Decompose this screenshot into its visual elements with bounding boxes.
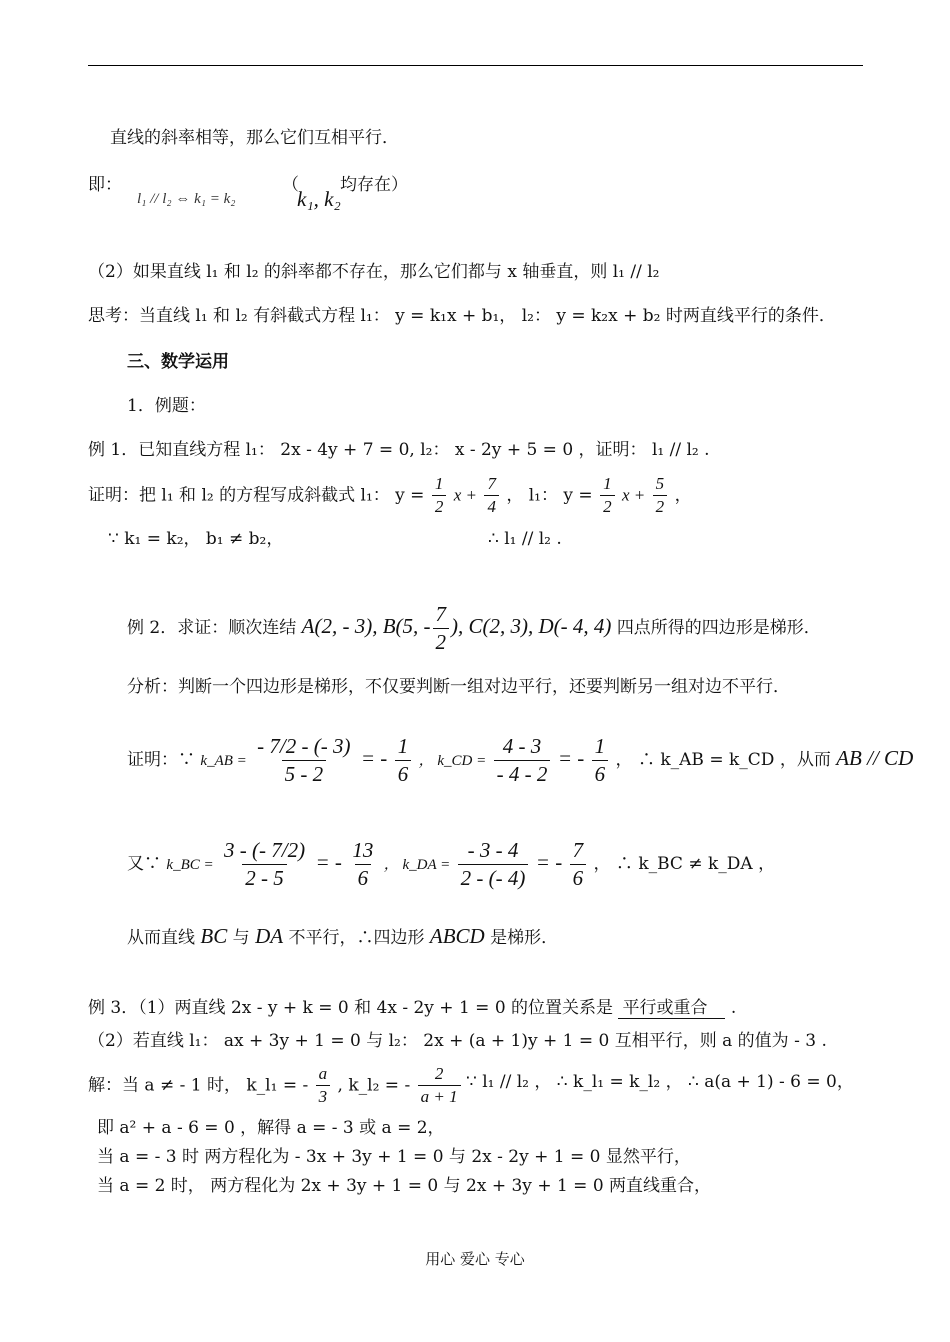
formula: k_BC = (166, 857, 214, 874)
text-fragment: ， l₁： y = (506, 485, 593, 506)
formula: DA (255, 924, 284, 948)
text-fragment: 证明：把 l₁ 和 l₂ 的方程写成斜截式 l₁： y = (88, 485, 425, 506)
text-line (88, 175, 122, 195)
fraction (592, 734, 609, 787)
page-footer: 用心 爱心 专心 (425, 1250, 525, 1268)
text-fragment: ， ∴ k_BC ≠ k_DA ， (593, 854, 776, 875)
formula: = - (535, 850, 563, 875)
numerator: 7 (487, 474, 496, 493)
numerator: a (318, 1064, 328, 1083)
numerator: 1 (397, 734, 409, 758)
analysis-line: 分析：判断一个四边形是梯形，不仅要判断一组对边平行，还要判断另一组对边不平行． (127, 677, 790, 697)
label: 即： (88, 175, 122, 195)
fraction (433, 602, 450, 655)
fraction (494, 734, 551, 787)
formula: k₁, k₂ (297, 187, 341, 211)
text-fragment: 解：当 a ≠ - 1 时， k_l₁ = - (88, 1075, 309, 1096)
proof-line (127, 924, 558, 949)
numerator: 7 (572, 838, 584, 862)
section-title: 三、数学运用 (127, 352, 229, 372)
text-fragment: 又∵ (127, 854, 161, 875)
example-line (127, 602, 821, 655)
fraction (254, 734, 353, 787)
denominator: 2 (600, 495, 615, 517)
text-fragment: x + (621, 485, 646, 505)
fraction (484, 474, 499, 518)
proof-line (88, 474, 692, 518)
proof-line: ∴ l₁ // l₂ . (488, 529, 562, 549)
formula: k_AB = (200, 753, 247, 770)
numerator: - 3 - 4 (467, 838, 519, 862)
text-fragment: 与 (232, 928, 250, 948)
fraction (316, 1064, 331, 1108)
solution-line (88, 1064, 463, 1108)
denominator: - 4 - 2 (494, 760, 551, 787)
text-fragment: 从而直线 (127, 928, 195, 948)
text-fragment: . (730, 998, 737, 1018)
text-line: （2）如果直线 l₁ 和 l₂ 的斜率都不存在，那么它们都与 x 轴垂直，则 l₁ // l₂ (88, 262, 660, 282)
answer-blank: 平行或重合 (618, 998, 725, 1019)
numerator: 7 (435, 602, 447, 626)
numerator: 1 (603, 474, 612, 493)
denominator: a + 1 (418, 1085, 461, 1107)
formula: AB // CD (836, 746, 914, 771)
example-line: （2）若直线 l₁： ax + 3y + 1 = 0 与 l₂： 2x + (a + 1)y + 1 = 0 互相平行，则 a 的值为 - 3 . (88, 1031, 827, 1051)
denominator: 4 (484, 495, 499, 517)
fraction (600, 474, 615, 518)
formula: ), C(2, 3), D(- 4, 4) (451, 614, 612, 639)
fraction (432, 474, 447, 518)
text-fragment: 证明：∵ (127, 750, 195, 771)
proof-line: ∵ k₁ = k₂， b₁ ≠ b₂， (108, 529, 284, 549)
text-fragment: 均存在） (340, 175, 408, 195)
text-fragment: ， ∴ k_AB = k_CD ，从而 (615, 750, 831, 771)
header-rule (88, 65, 863, 66)
denominator: 6 (395, 760, 412, 787)
denominator: 2 - (- 4) (458, 864, 529, 891)
text-fragment: （ (282, 175, 299, 195)
text-fragment: 例 3．（1）两直线 2x - y + k = 0 和 4x - 2y + 1 = 0 的位置关系是 (88, 998, 614, 1018)
fraction (653, 474, 668, 518)
formula: ABCD (429, 924, 485, 948)
formula: = - (315, 850, 342, 875)
numerator: 2 (434, 1064, 444, 1083)
numerator: 1 (434, 474, 444, 493)
denominator: 6 (592, 760, 609, 787)
denominator: 6 (570, 864, 587, 891)
solution-line: 当 a = 2 时， 两方程化为 2x + 3y + 1 = 0 与 2x + 3y + 1 = 0 两直线重合， (97, 1176, 712, 1196)
proof-line (127, 734, 913, 787)
numerator: 13 (352, 838, 374, 862)
fraction (349, 838, 376, 891)
fraction (458, 838, 529, 891)
text-fragment: 例 2．求证：顺次连结 (127, 618, 297, 639)
numerator: 4 - 3 (502, 734, 542, 758)
fraction (221, 838, 308, 891)
denominator: 3 (316, 1085, 331, 1107)
formula: = - (360, 746, 388, 771)
text-fragment: , k_l₂ = - (337, 1075, 411, 1096)
text-fragment: ， (674, 485, 692, 506)
denominator: 2 - 5 (242, 864, 287, 891)
solution-line: ∵ l₁ // l₂ ， ∴ k_l₁ = k_l₂ ， ∴ a(a + 1) - 6 = 0， (466, 1072, 854, 1092)
text-fragment: 四点所得的四边形是梯形． (616, 618, 821, 639)
formula: ， k_CD = (418, 753, 487, 770)
numerator: 3 - (- 7/2) (224, 838, 306, 862)
formula: = - (557, 746, 585, 771)
example-line (88, 998, 736, 1019)
denominator: 5 - 2 (282, 760, 327, 787)
formula: A(2, - 3), B(5, - (301, 614, 431, 639)
proof-line (127, 838, 775, 891)
solution-line: 当 a = - 3 时 两方程化为 - 3x + 3y + 1 = 0 与 2x - 2y + 1 = 0 显然平行， (97, 1147, 691, 1167)
denominator: 2 (653, 495, 668, 517)
numerator: - 7/2 - (- 3) (257, 734, 351, 758)
text-fragment: 是梯形． (490, 928, 559, 948)
example-line: 例 1．已知直线方程 l₁： 2x - 4y + 7 = 0, l₂： x - 2y + 5 = 0 ，证明： l₁ // l₂ . (88, 440, 710, 460)
fraction (395, 734, 412, 787)
denominator: 2 (433, 628, 450, 655)
numerator: 1 (594, 734, 606, 758)
text-line: 直线的斜率相等，那么它们互相平行． (110, 128, 399, 148)
formula: BC (200, 924, 228, 948)
fraction (418, 1064, 461, 1108)
text-line: 思考：当直线 l₁ 和 l₂ 有斜截式方程 l₁： y = k₁x + b₁， l₂： y = k₂x + b₂ 时两直线平行的条件． (88, 306, 836, 326)
fraction (570, 838, 587, 891)
text-fragment: x + (453, 485, 478, 505)
text-fragment: 不平行，∴四边形 (288, 928, 425, 948)
solution-line: 即 a² + a - 6 = 0 ，解得 a = - 3 或 a = 2， (97, 1118, 445, 1138)
formula: l₁ // l₂ ⇔ k₁ = k₂ (137, 191, 236, 207)
subsection-title: 1．例题： (127, 396, 206, 416)
numerator: 5 (655, 474, 665, 493)
denominator: 2 (432, 495, 447, 517)
denominator: 6 (355, 864, 372, 891)
formula: ， k_DA = (383, 857, 451, 874)
